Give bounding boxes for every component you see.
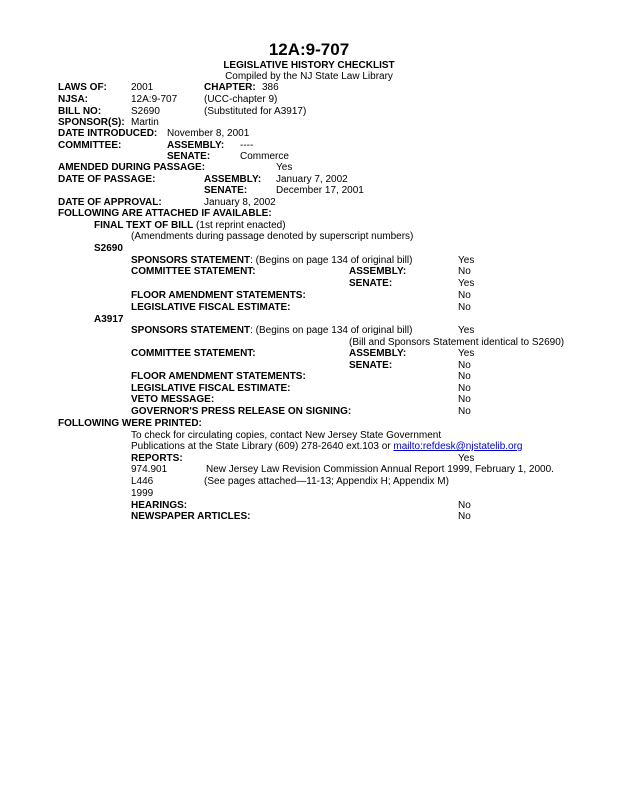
passage-label: DATE OF PASSAGE: [58, 174, 156, 185]
date-introduced-value: November 8, 2001 [167, 128, 250, 139]
a3917-press-value: No [458, 406, 471, 417]
njsa-value: 12A:9-707 [131, 94, 178, 105]
s2690-sponsors-statement-label: SPONSORS STATEMENT [131, 255, 251, 266]
s2690-sponsors-statement-value: Yes [458, 255, 475, 266]
hearings-value: No [458, 500, 471, 511]
passage-assembly-value: January 7, 2002 [276, 174, 348, 185]
bill-no-note: (Substituted for A3917) [204, 106, 307, 117]
chapter-value: 386 [262, 82, 279, 93]
a3917-fiscal-value: No [458, 383, 471, 394]
s2690-assembly-value: No [458, 266, 471, 277]
printed-heading: FOLLOWING WERE PRINTED: [58, 418, 202, 429]
a3917-senate-value: No [458, 360, 471, 371]
a3917-assembly-value: Yes [458, 348, 475, 359]
s2690-fiscal-label: LEGISLATIVE FISCAL ESTIMATE: [131, 302, 291, 313]
date-introduced-label: DATE INTRODUCED: [58, 128, 158, 139]
s2690-floor-label: FLOOR AMENDMENT STATEMENTS: [131, 290, 306, 301]
a3917-identical-note: (Bill and Sponsors Statement identical to S2690) [349, 337, 565, 348]
page-title: 12A:9-707 [268, 40, 350, 59]
s2690-heading: S2690 [94, 243, 123, 254]
sponsors-label: SPONSOR(S): [58, 117, 125, 128]
circulating-line-2 [131, 441, 523, 453]
final-text-note: (1st reprint enacted) [196, 220, 286, 231]
s2690-senate-label: SENATE: [349, 278, 393, 289]
final-text-label: FINAL TEXT OF BILL [94, 220, 194, 231]
a3917-sponsors-statement-value: Yes [458, 325, 475, 336]
s2690-sponsors-statement-note: : (Begins on page 134 of original bill) [250, 255, 413, 266]
sponsors-value: Martin [131, 117, 159, 128]
laws-of-value: 2001 [131, 82, 154, 93]
passage-senate-label: SENATE: [204, 185, 248, 196]
newspaper-label: NEWSPAPER ARTICLES: [131, 511, 251, 522]
report-note: (See pages attached—11-13; Appendix H; Appendix M) [204, 476, 449, 487]
circulating-line-1: To check for circulating copies, contact New Jersey State Government [131, 430, 442, 441]
committee-senate-label: SENATE: [167, 151, 211, 162]
a3917-fiscal-label: LEGISLATIVE FISCAL ESTIMATE: [131, 383, 291, 394]
njsa-note: (UCC-chapter 9) [204, 94, 278, 105]
circulating-text: Publications at the State Library (609) 278-2640 ext.103 or [131, 441, 394, 452]
laws-of-label: LAWS OF: [58, 82, 107, 93]
a3917-sponsors-statement-note: : (Begins on page 134 of original bill) [250, 325, 413, 336]
bill-no-label: BILL NO: [58, 106, 102, 117]
s2690-senate-value: Yes [458, 278, 475, 289]
a3917-veto-value: No [458, 394, 471, 405]
a3917-assembly-label: ASSEMBLY: [349, 348, 407, 359]
amendments-note: (Amendments during passage denoted by superscript numbers) [131, 231, 414, 242]
committee-label: COMMITTEE: [58, 140, 122, 151]
passage-assembly-label: ASSEMBLY: [204, 174, 262, 185]
reports-label: REPORTS: [131, 453, 183, 464]
checklist-heading: LEGISLATIVE HISTORY CHECKLIST [223, 60, 395, 71]
s2690-committee-statement-label: COMMITTEE STATEMENT: [131, 266, 256, 277]
s2690-fiscal-value: No [458, 302, 471, 313]
a3917-floor-value: No [458, 371, 471, 382]
attached-heading: FOLLOWING ARE ATTACHED IF AVAILABLE: [58, 208, 272, 219]
compiled-by: Compiled by the NJ State Law Library [225, 71, 393, 82]
hearings-label: HEARINGS: [131, 500, 188, 511]
bill-no-value: S2690 [131, 106, 160, 117]
a3917-heading: A3917 [94, 314, 124, 325]
a3917-veto-label: VETO MESSAGE: [131, 394, 215, 405]
s2690-assembly-label: ASSEMBLY: [349, 266, 407, 277]
a3917-press-label: GOVERNOR'S PRESS RELEASE ON SIGNING: [131, 406, 352, 417]
report-year: 1999 [131, 488, 154, 499]
approval-label: DATE OF APPROVAL: [58, 197, 162, 208]
a3917-committee-statement-label: COMMITTEE STATEMENT: [131, 348, 256, 359]
email-link[interactable]: mailto:refdesk@njstatelib.org [393, 441, 523, 452]
a3917-floor-label: FLOOR AMENDMENT STATEMENTS: [131, 371, 306, 382]
passage-senate-value: December 17, 2001 [276, 185, 364, 196]
report-call-number: 974.901 [131, 464, 168, 475]
s2690-floor-value: No [458, 290, 471, 301]
chapter-label: CHAPTER: [204, 82, 256, 93]
report-title: New Jersey Law Revision Commission Annual Report 1999, February 1, 2000. [206, 464, 554, 475]
report-call-number-2: L446 [131, 476, 154, 487]
committee-assembly-label: ASSEMBLY: [167, 140, 225, 151]
a3917-senate-label: SENATE: [349, 360, 393, 371]
a3917-sponsors-statement-label: SPONSORS STATEMENT [131, 325, 251, 336]
reports-value: Yes [458, 453, 475, 464]
amended-value: Yes [276, 162, 293, 173]
a3917-sponsors-statement [131, 325, 412, 337]
amended-label: AMENDED DURING PASSAGE: [58, 162, 206, 173]
newspaper-value: No [458, 511, 471, 522]
committee-senate-value: Commerce [240, 151, 289, 162]
approval-value: January 8, 2002 [204, 197, 276, 208]
njsa-label: NJSA: [58, 94, 89, 105]
committee-assembly-value: ---- [240, 140, 254, 151]
